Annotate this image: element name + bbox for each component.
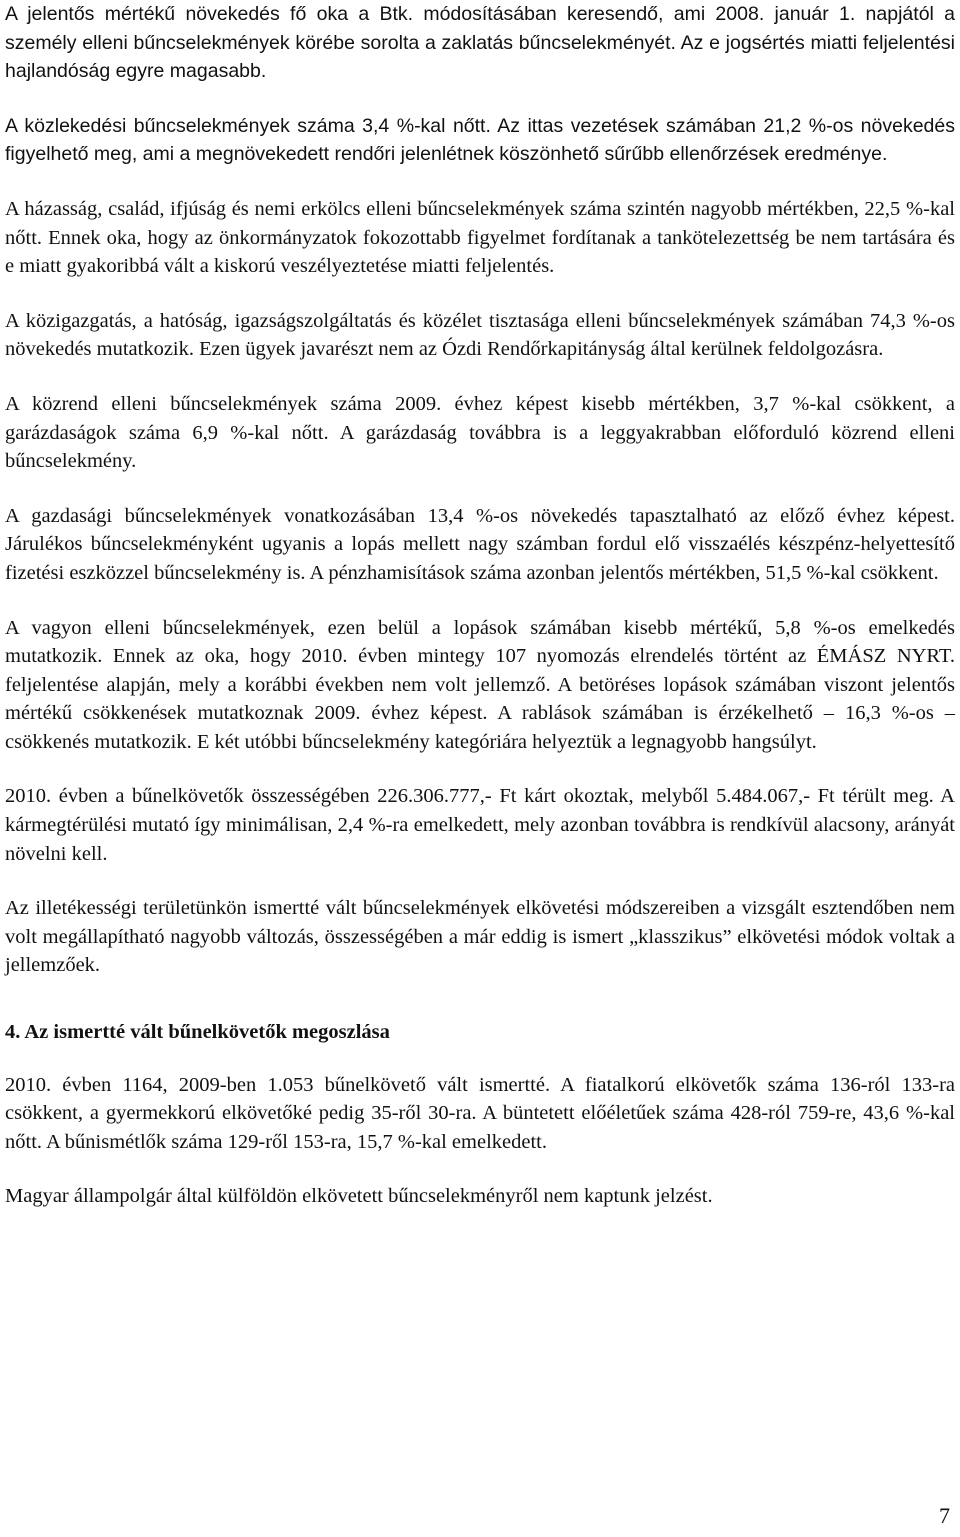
paragraph-offenders: 2010. évben 1164, 2009-ben 1.053 bűnelkövető vált ismertté. A fiatalkorú elkövetők száma 136-ról 133-ra csökkent, a gyermekkorú elkövetőké pedig 35-ről 30-ra. A büntetett előéletűek száma 428-ról 759-re, 43,6 %-kal nőtt. A bűnismétlők száma 129-ről 153-ra, 15,7 %-kal emelkedett. bbox=[5, 1073, 955, 1153]
paragraph-traffic-crimes: A közlekedési bűncselekmények száma 3,4 %-kal nőtt. Az ittas vezetések számában 21,2 %-os növekedés figyelhető meg, ami a megnövekedett rendőri jelenlétnek köszönhető sűrűbb ellenőrzések eredménye. bbox=[5, 114, 955, 166]
paragraph-methods: Az illetékességi területünkön ismertté vált bűncselekmények elkövetési módszereiben a vizsgált esztendőben nem volt megállapítható nagyobb változás, összességében a már eddig is ismert „klasszikus” elkövetési módok voltak a jellemzőek. bbox=[5, 897, 955, 977]
paragraph-public-order: A közrend elleni bűncselekmények száma 2009. évhez képest kisebb mértékben, 3,7 %-kal csökkent, a garázdaságok száma 6,9 %-kal nőtt. A garázdaság továbbra is a leggyakrabban előforduló közrend elleni bűncselekmény. bbox=[5, 392, 955, 473]
paragraph-abroad: Magyar állampolgár által külföldön elkövetett bűncselekményről nem kaptunk jelzést. bbox=[5, 1185, 713, 1208]
page-number: 7 bbox=[939, 1503, 950, 1528]
paragraph-stalking: A jelentős mértékű növekedés fő oka a Btk. módosításában keresendő, ami 2008. január 1. napjától a személy elleni bűncselekmények körébe sorolta a zaklatás bűncselekményét. Az e jogsértés miatti feljelentési hajlandóság egyre magasabb. bbox=[5, 3, 955, 83]
paragraph-damages: 2010. évben a bűnelkövetők összességében 226.306.777,- Ft kárt okoztak, melyből 5.484.067,- Ft térült meg. A kármegtérülési mutató így minimálisan, 2,4 %-ra emelkedett, mely azonban továbbra is rendkívül alacsony, arányát növelni kell. bbox=[5, 785, 955, 865]
paragraph-economic-crimes: A gazdasági bűncselekmények vonatkozásában 13,4 %-os növekedés tapasztalható az előző évhez képest. Járulékos bűncselekményként ugyanis a lopás mellett nagy számban fordul elő visszaélés készpénz-helyettesítő fizetési eszközzel bűncselekmény is. A pénzhamisítások száma azonban jelentős mértékben, 51,5 %-kal csökkent. bbox=[5, 504, 955, 584]
paragraph-public-administration: A közigazgatás, a hatóság, igazságszolgáltatás és közélet tisztasága elleni bűncselekmények számában 74,3 %-os növekedés mutatkozik. Ezen ügyek javarészt nem az Ózdi Rendőrkapitányság által kerülnek feldolgozásra. bbox=[5, 309, 955, 361]
document-page bbox=[5, 0, 955, 1211]
paragraph-family-crimes: A házasság, család, ifjúság és nemi erkölcs elleni bűncselekmények száma szintén nagyobb mértékben, 22,5 %-kal nőtt. Ennek oka, hogy az önkormányzatok fokozottabb figyelmet fordítanak a tankötelezettség be nem tartására és e miatt gyakoribbá vált a kiskorú veszélyeztetése miatti feljelentés. bbox=[5, 197, 955, 278]
section-heading: 4. Az ismertté vált bűnelkövetők megoszlása bbox=[5, 1021, 390, 1044]
paragraph-property-crimes: A vagyon elleni bűncselekmények, ezen belül a lopások számában kisebb mértékű, 5,8 %-os emelkedés mutatkozik. Ennek az oka, hogy 2010. évben mintegy 107 nyomozás elrendelés történt az ÉMÁSZ NYRT. feljelentése alapján, mely a korábbi években nem volt jellemző. A betöréses lopások számában viszont jelentős mértékű csökkenések mutatkoznak 2009. évhez képest. A rablások számában is érzékelhető – 16,3 %-os – csökkenés mutatkozik. E két utóbbi bűncselekmény kategóriára helyeztük a legnagyobb hangsúlyt. bbox=[5, 616, 955, 753]
